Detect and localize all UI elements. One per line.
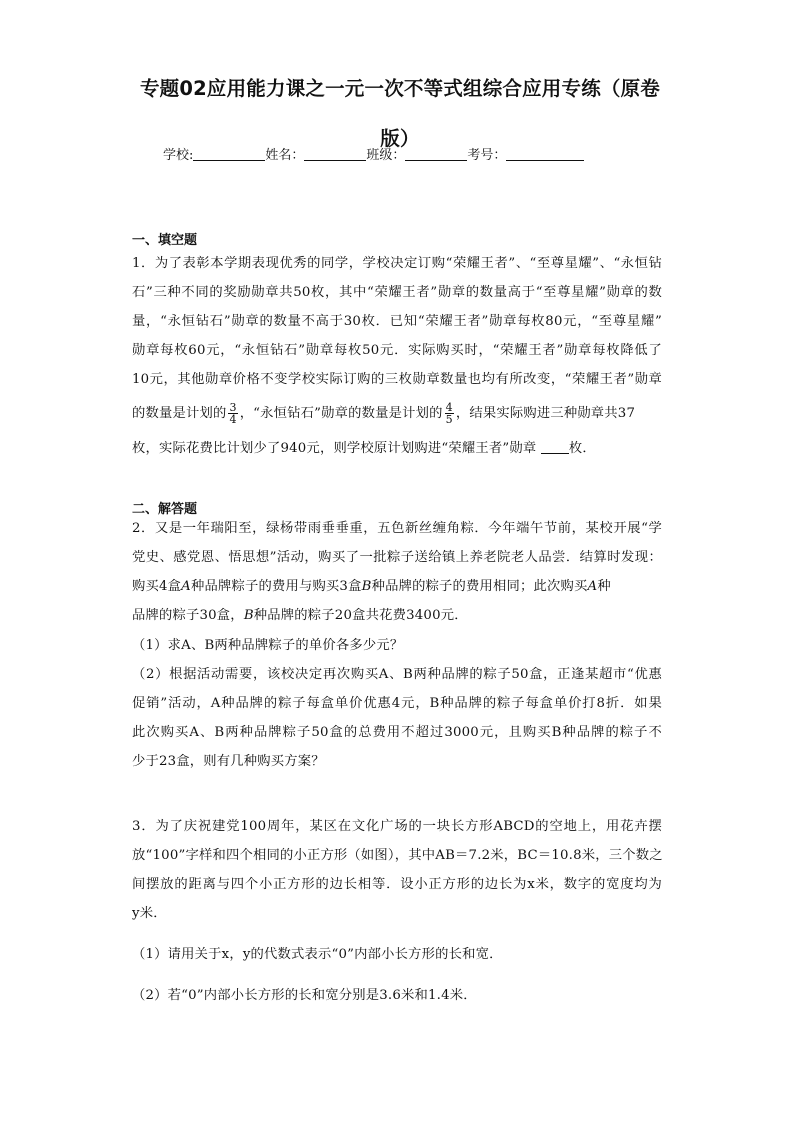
title-line-1: 专题02应用能力课之一元一次不等式组综合应用专练（原卷 <box>139 77 661 100</box>
q2-part-2-line-1: （2）根据活动需要，该校决定再次购买A、B两种品牌的粽子50盒，正逢某超市“优惠 <box>132 667 662 682</box>
number-label: 考号： <box>467 148 507 163</box>
fraction-2-denominator: 5 <box>445 413 453 426</box>
q2-part-2-line-3: 此次购买A、B两种品牌粽子50盒的总费用不超过3000元，且购买B种品牌的粽子不 <box>132 725 662 740</box>
title-line-2: 版） <box>380 127 420 150</box>
name-blank[interactable] <box>304 148 366 161</box>
number-blank[interactable] <box>506 148 584 161</box>
class-label: 班级： <box>366 148 406 163</box>
q2-line-3-part-a: 购买4盒 <box>132 579 182 594</box>
question-1 <box>132 249 662 463</box>
q2-part-2-line-2: 促销”活动，A种品牌的粽子每盒单价优惠4元，B种品牌的粽子每盒单价打8折．如果 <box>132 696 662 711</box>
section-heading-fill: 一、填空题 <box>132 233 198 248</box>
fraction-2-numerator: 4 <box>445 401 453 414</box>
q1-line-4: 勋章每枚60元，“永恒钻石”勋章每枚50元．实际购买时，“荣耀王者”勋章每枚降低了 <box>132 343 662 358</box>
q3-line-4: y米． <box>132 906 167 921</box>
q3-line-2: 放“100”字样和四个相同的小正方形（如图），其中AB＝7.2米，BC＝10.8米，三个数之 <box>132 848 663 863</box>
q3-part-1: （1）请用关于x，y的代数式表示“0”内部小长方形的长和宽． <box>132 947 503 962</box>
class-blank[interactable] <box>405 148 467 161</box>
q1-line-3: 量，“永恒钻石”勋章的数量不高于30枚．已知“荣耀王者”勋章每枚80元，“至尊星耀” <box>132 314 662 329</box>
q1-line-6-part-c: ，结果实际购进三种勋章共37 <box>455 406 636 421</box>
fraction-1-denominator: 4 <box>229 413 237 426</box>
question-3 <box>132 812 662 1010</box>
q1-line-7-part-b: 枚． <box>568 441 596 456</box>
section-heading-solve: 二、解答题 <box>132 502 198 517</box>
q3-part-2: （2）若“0”内部小长方形的长和宽分别是3.6米和1.4米． <box>132 988 477 1003</box>
q1-line-7-part-a: 枚，实际花费比计划少了940元，则学校原计划购进“荣耀王者”勋章 <box>132 441 537 456</box>
q2-line-4-part-a: 品牌的粽子30盒， <box>132 608 244 623</box>
school-blank[interactable] <box>193 148 265 161</box>
q2-line-3-part-b: 种品牌粽子的费用与购买3盒 <box>190 579 362 594</box>
name-label: 姓名： <box>265 148 305 163</box>
q1-line-2: 石”三种不同的奖励勋章共50枚，其中“荣耀王者”勋章的数量高于“至尊星耀”勋章的数 <box>132 285 662 300</box>
q2-part-1: （1）求A、B两种品牌粽子的单价各多少元？ <box>132 638 404 653</box>
q1-line-6 <box>132 394 662 434</box>
q1-line-6-part-b: ，“永恒钻石”勋章的数量是计划的 <box>239 406 443 421</box>
q2-line-1: 2．又是一年瑞阳至，绿杨带雨垂垂重，五色新丝缠角粽．今年端午节前，某校开展“学 <box>132 521 662 536</box>
student-info-row <box>163 144 643 163</box>
q2-line-4 <box>132 601 662 630</box>
var-A: A <box>181 579 191 594</box>
question-2 <box>132 514 662 776</box>
var-B: B <box>243 608 254 623</box>
fraction-1-numerator: 3 <box>229 401 237 414</box>
q2-line-4-part-b: 种品牌的粽子20盒共花费3400元． <box>253 608 468 623</box>
fraction-four-fifths <box>445 402 454 425</box>
q1-line-7 <box>132 434 662 463</box>
q2-line-3-part-c: 种品牌的粽子的费用相同；此次购买 <box>371 579 588 594</box>
var-A: A <box>587 579 598 594</box>
q2-line-2: 党史、感党恩、悟思想”活动，购买了一批粽子送给镇上养老院老人品尝．结算时发现： <box>132 550 662 565</box>
q1-line-5: 10元，其他勋章价格不变学校实际订购的三枚勋章数量也均有所改变，“荣耀王者”勋章 <box>132 372 662 387</box>
q1-line-6-part-a: 的数量是计划的 <box>132 406 227 421</box>
fraction-three-quarters <box>228 402 237 425</box>
q2-part-2-line-4: 少于23盒，则有几种购买方案？ <box>132 754 325 769</box>
school-label: 学校: <box>163 148 194 163</box>
q3-line-3: 间摆放的距离与四个小正方形的边长相等．设小正方形的边长为x米，数字的宽度均为 <box>132 877 662 892</box>
var-B: B <box>361 579 372 594</box>
q2-line-3 <box>132 572 662 601</box>
q2-line-3-part-d: 种 <box>597 579 611 594</box>
answer-blank[interactable] <box>541 439 569 454</box>
q3-line-1: 3．为了庆祝建党100周年，某区在文化广场的一块长方形ABCD的空地上，用花卉摆 <box>132 819 662 834</box>
q1-line-1: 1．为了表彰本学期表现优秀的同学，学校决定订购“荣耀王者”、“至尊星耀”、“永恒钻 <box>132 256 662 271</box>
